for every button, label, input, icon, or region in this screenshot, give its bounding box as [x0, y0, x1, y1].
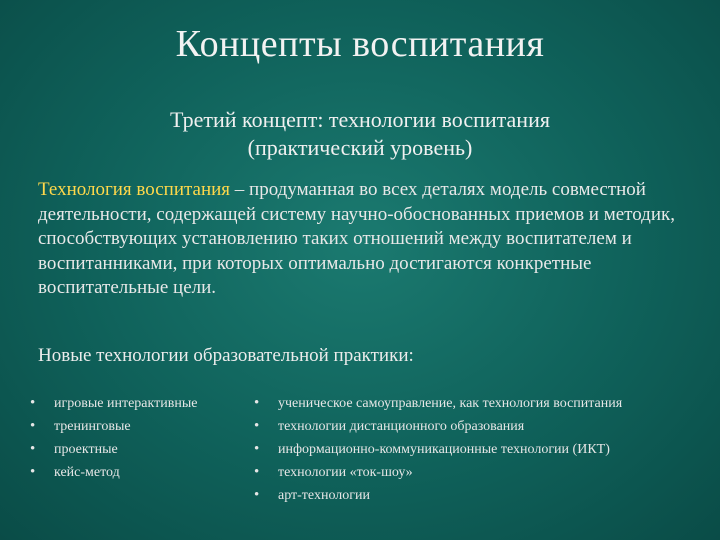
list-item	[254, 415, 622, 438]
list-item	[30, 415, 197, 438]
list-item-label: арт-технологии	[278, 488, 370, 503]
bullet-icon: •	[30, 395, 36, 411]
list-item-label: кейс-метод	[54, 465, 120, 480]
list-item	[254, 461, 622, 484]
bullet-icon: •	[254, 418, 260, 434]
list-item-label: технологии «ток-шоу»	[278, 465, 413, 480]
list-item-label: тренинговые	[54, 419, 131, 434]
slide-subtitle	[90, 106, 630, 162]
list-item	[254, 484, 622, 507]
bullet-icon: •	[254, 464, 260, 480]
list-item	[30, 461, 197, 484]
definition-paragraph	[38, 178, 710, 301]
bullet-icon: •	[30, 418, 36, 434]
definition-text: – продуманная во всех деталях модель совместной деятельности, содержащей систему научно-обоснованных приемов и методик, способствующих установлению таких отношений между воспитателем и воспитанниками, при которых оптимально достигаются конкретные воспитательные цели.	[38, 179, 675, 298]
left-technology-list	[30, 392, 197, 484]
list-item-label: игровые интерактивные	[54, 396, 198, 411]
slide-title: Концепты воспитания	[175, 23, 545, 65]
subtitle-line-1: Третий концепт: технологии воспитания	[170, 107, 550, 132]
bullet-icon: •	[30, 464, 36, 480]
list-item	[254, 438, 622, 461]
list-item-label: ученическое самоуправление, как технология воспитания	[278, 396, 623, 411]
list-item	[30, 438, 197, 461]
list-item-label: технологии дистанционного образования	[278, 419, 525, 434]
definition-term: Технология воспитания	[38, 179, 231, 200]
list-item	[254, 392, 622, 415]
list-item	[30, 392, 197, 415]
right-technology-list	[254, 392, 622, 507]
bullet-icon: •	[30, 441, 36, 457]
bullet-icon: •	[254, 441, 260, 457]
section-heading: Новые технологии образовательной практики:	[38, 345, 414, 366]
list-item-label: проектные	[54, 442, 118, 457]
bullet-icon: •	[254, 487, 260, 503]
list-item-label: информационно-коммуникационные технологии (ИКТ)	[278, 442, 610, 457]
bullet-icon: •	[254, 395, 260, 411]
subtitle-line-2: (практический уровень)	[247, 135, 473, 160]
